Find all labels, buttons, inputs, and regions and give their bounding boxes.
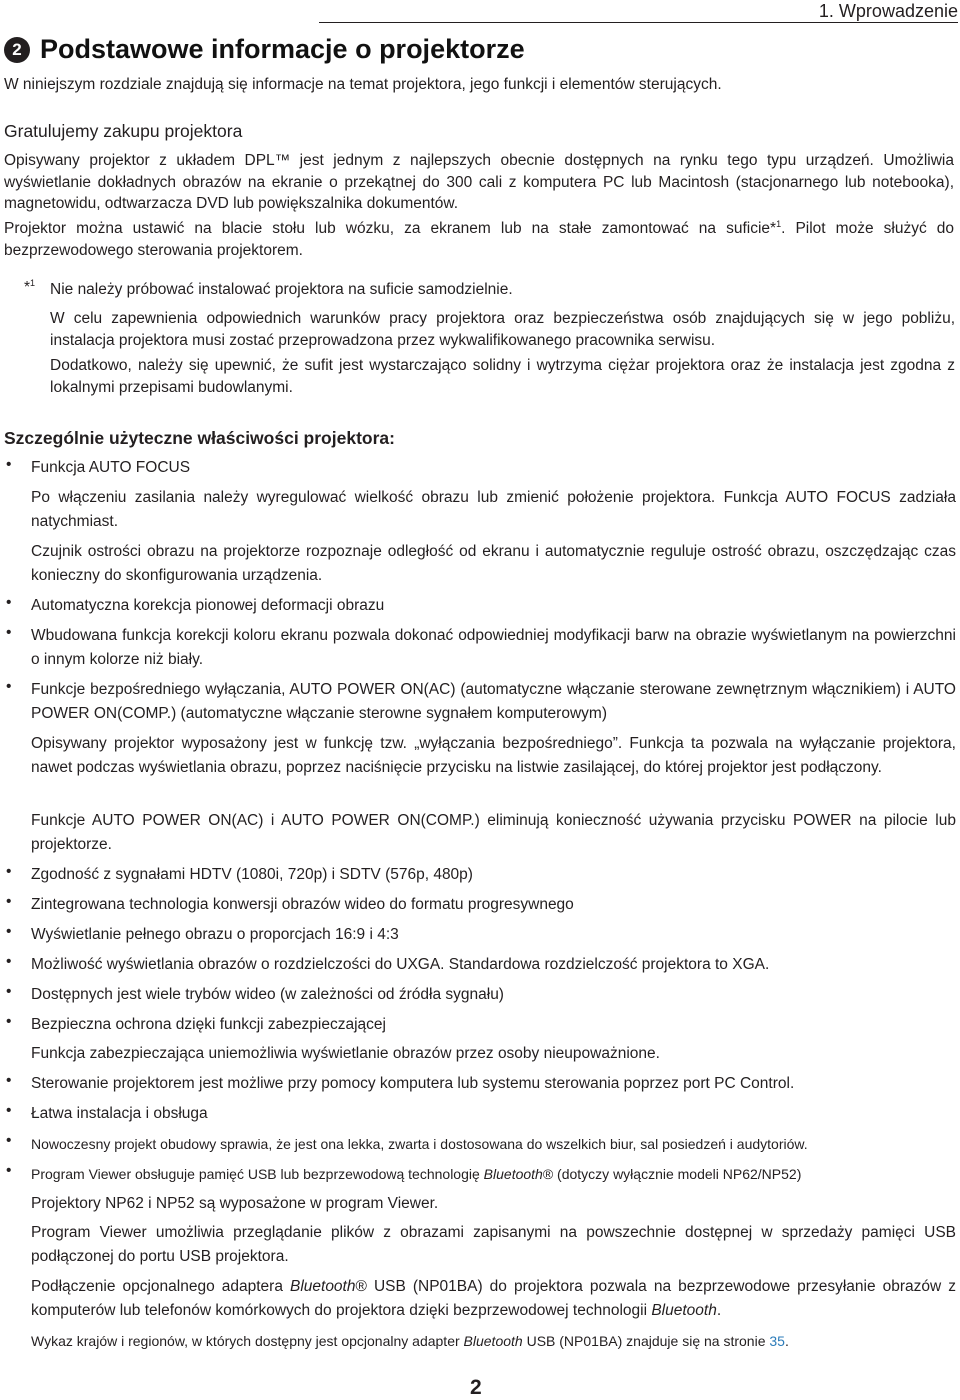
feature-8: Możliwość wyświetlania obrazów o rozdzielczości do UXGA. Standardowa rozdzielczość projektora to XGA.: [31, 956, 770, 973]
note-star: *: [24, 279, 31, 297]
feature-10-detail-1: Funkcja zabezpieczająca uniemożliwia wyświetlanie obrazów przez osoby nieupoważnione.: [31, 1045, 660, 1062]
bullet: •: [6, 1132, 12, 1149]
feature-2: Automatyczna korekcja pionowej deformacji obrazu: [31, 597, 385, 614]
bullet: •: [6, 953, 12, 970]
note-line-2: W celu zapewnienia odpowiednich warunków pracy projektora oraz bezpieczeństwa osób znajdujących się w jego pobliżu, instalacja projektora musi zostać przeprowadzona przez wykwalifikowanego pracownika serwisu.: [50, 310, 955, 349]
bullet: •: [6, 1162, 12, 1179]
bullet: •: [6, 594, 12, 611]
congrats-title: Gratulujemy zakupu projektora: [4, 121, 243, 141]
feature-9: Dostępnych jest wiele trybów wideo (w zależności od źródła sygnału): [31, 986, 504, 1003]
f14-p4-b: USB (NP01BA) znajduje się na stronie: [522, 1333, 770, 1349]
bullet: •: [6, 923, 12, 940]
feature-3: Wbudowana funkcja korekcji koloru ekranu pozwala dokonać odpowiedniej modyfikacji barw na obrazie wyświetlanym na powierzchni o innym kolorze niż biały.: [31, 627, 956, 668]
bullet: •: [6, 1013, 12, 1030]
f14-p4-a: Wykaz krajów i regionów, w których dostępny jest opcjonalny adapter: [31, 1333, 464, 1349]
bullet: •: [6, 983, 12, 1000]
bluetooth-term: Bluetooth: [483, 1166, 543, 1182]
feature-1: Funkcja AUTO FOCUS: [31, 459, 191, 476]
feature-1-detail-1: Po włączeniu zasilania należy wyregulować wielkość obrazu lub zmienić położenie projektora. Funkcja AUTO FOCUS zadziała natychmiast.: [31, 489, 956, 530]
bluetooth-term: Bluetooth: [651, 1302, 717, 1319]
note-marker: [24, 278, 35, 297]
bullet: •: [6, 624, 12, 641]
bullet: •: [6, 893, 12, 910]
section-title-text: Podstawowe informacje o projektorze: [40, 34, 525, 64]
bullet: •: [6, 1072, 12, 1089]
feature-14: [31, 1162, 956, 1186]
feature-10: Bezpieczna ochrona dzięki funkcji zabezpieczającej: [31, 1016, 386, 1033]
features-title: Szczególnie użyteczne właściwości projektora:: [4, 428, 395, 448]
f14-p3-b: ® USB (NP01BA) do projektora pozwala na bezprzewodowe przesyłanie obrazów z komputerów lub telefonów komórkowych do projektora dzięki bezprzewodowej technologii: [31, 1278, 956, 1319]
feature-5: Zgodność z sygnałami HDTV (1080i, 720p) i SDTV (576p, 480p): [31, 866, 473, 883]
note-sup: 1: [30, 278, 36, 288]
congrats-paragraph-1: Opisywany projektor z układem DPL™ jest jednym z najlepszych obecnie dostępnych na rynku tego typu urządzeń. Umożliwia wyświetlanie dokładnych obrazów na ekranie o przekątnej do 300 cali z komputera PC lub Macintosh (stacjonarnego lub notebooka), magnetowidu, odtwarzacza DVD lub powiększalnika dokumentów.: [4, 152, 954, 212]
feature-14-detail-2: Program Viewer umożliwia przeglądanie plików z obrazami zapisanymi na powszechnie dostępnej w sprzedaży pamięci USB podłączonej do portu USB projektora.: [31, 1224, 956, 1265]
chapter-header: 1. Wprowadzenie: [319, 0, 958, 23]
f14-p3-c: .: [716, 1302, 722, 1319]
feature-14-detail-3: [31, 1275, 956, 1323]
feature-4: Funkcje bezpośredniego wyłączania, AUTO POWER ON(AC) (automatyczne włączanie sterowane zewnętrznym włącznikiem) i AUTO POWER ON(COMP.) (automatyczne włączanie sterowne sygnałem komputerowym): [31, 681, 956, 722]
section-title: [4, 34, 525, 65]
note-line-3: Dodatkowo, należy się upewnić, że sufit jest wystarczająco solidny i wytrzyma ciężar projektora oraz że instalacja jest zgodna z lokalnymi przepisami budowlanymi.: [50, 357, 955, 396]
page-number: 2: [470, 1376, 482, 1399]
bullet: •: [6, 678, 12, 695]
bullet: •: [6, 456, 12, 473]
bullet: •: [6, 1102, 12, 1119]
feature-14-detail-1: Projektory NP62 i NP52 są wyposażone w program Viewer.: [31, 1195, 439, 1212]
feature-4-detail-2: Funkcje AUTO POWER ON(AC) i AUTO POWER ON(COMP.) eliminują konieczność używania przycisku POWER na pilocie lub projektorze.: [31, 812, 956, 853]
bluetooth-term: Bluetooth: [289, 1278, 356, 1295]
feature-14-detail-4: [31, 1329, 956, 1353]
p2-part-a: Projektor można ustawić na blacie stołu lub wózku, za ekranem lub na stałe zamontować na suficie*: [4, 220, 777, 238]
note-line-1: Nie należy próbować instalować projektora na suficie samodzielnie.: [50, 281, 513, 298]
section-number-badge: 2: [4, 37, 30, 63]
feature-1-detail-2: Czujnik ostrości obrazu na projektorze rozpoznaje odległość od ekranu i automatycznie reguluje ostrość obrazu, oszczędzając czas konieczny do skonfigurowania urządzenia.: [31, 543, 956, 584]
bullet: •: [6, 863, 12, 880]
feature-12: Łatwa instalacja i obsługa: [31, 1105, 208, 1122]
feature-11: Sterowanie projektorem jest możliwe przy pomocy komputera lub systemu sterowania poprzez port PC Control.: [31, 1075, 795, 1092]
intro-text: W niniejszym rozdziale znajdują się informacje na temat projektora, jego funkcji i elementów sterujących.: [4, 76, 722, 93]
p2-part-b: . Pilot może służyć do bezprzewodowego sterowania projektorem.: [4, 220, 954, 259]
f14-p4-c: .: [784, 1333, 789, 1349]
feature-4-detail-1: Opisywany projektor wyposażony jest w funkcję tzw. „wyłączania bezpośredniego”. Funkcja ta pozwala na wyłączanie projektora, nawet podczas wyświetlania obrazu, poprzez naciśnięcie przycisku na listwie zasilającej, do której projektor jest podłączony.: [31, 735, 956, 776]
feature-7: Wyświetlanie pełnego obrazu o proporcjach 16:9 i 4:3: [31, 926, 399, 943]
f14-p3-a: Podłączenie opcjonalnego adaptera: [31, 1278, 290, 1295]
f14-part-a: Program Viewer obsługuje pamięć USB lub bezprzewodową technologię: [31, 1166, 484, 1182]
bluetooth-term: Bluetooth: [463, 1333, 523, 1349]
congrats-paragraph-2: [4, 214, 954, 261]
footnote-ref: 1: [776, 219, 782, 229]
page-link[interactable]: 35: [769, 1333, 785, 1349]
feature-6: Zintegrowana technologia konwersji obrazów wideo do formatu progresywnego: [31, 896, 574, 913]
feature-13: Nowoczesny projekt obudowy sprawia, że jest ona lekka, zwarta i dostosowana do wszelkich biur, sal posiedzeń i audytoriów.: [31, 1136, 808, 1152]
f14-part-b: ® (dotyczy wyłącznie modeli NP62/NP52): [542, 1166, 802, 1182]
